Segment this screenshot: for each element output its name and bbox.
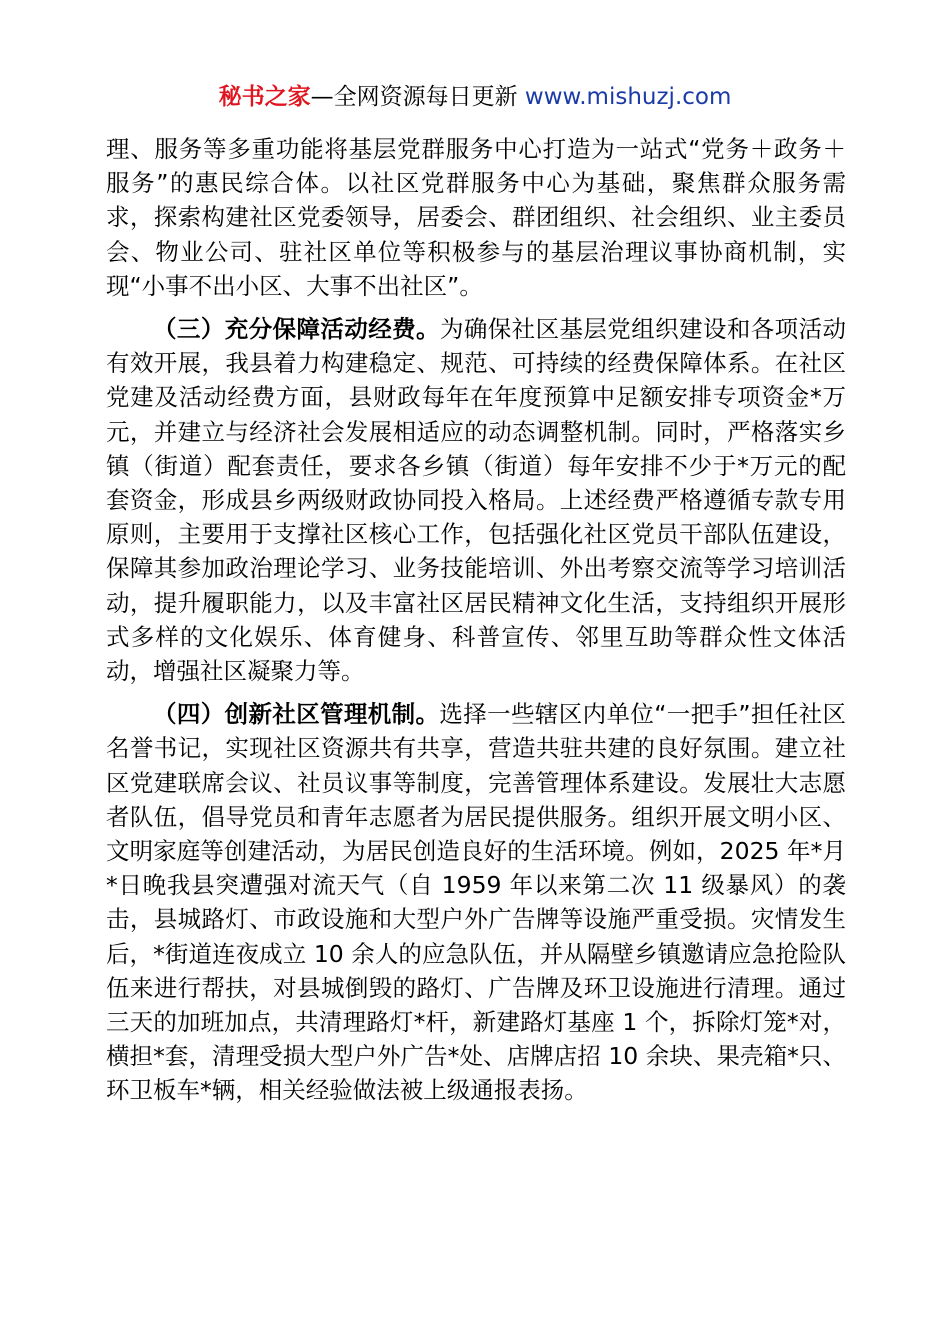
section-heading: （四）创新社区管理机制。 — [153, 700, 440, 729]
section-heading: （三）充分保障活动经费。 — [153, 315, 440, 344]
document-body — [106, 132, 846, 1108]
paragraph-section-3 — [106, 312, 846, 688]
site-tagline: —全网资源每日更新 — [310, 84, 525, 110]
paragraph-section-4 — [106, 697, 846, 1107]
page-header — [0, 82, 950, 112]
paragraph-text: 选择一些辖区内单位“一把手”担任社区名誉书记，实现社区资源共有共享，营造共驻共建的良好氛围。建立社区党建联席会议、社员议事等制度，完善管理体系建设。发展壮大志愿者队伍，倡导党员和青年志愿者为居民提供服务。组织开展文明小区、文明家庭等创建活动，为居民创造良好的生活环境。例如，2025 年*月*日晚我县突遭强对流天气（自 1959 年以来第二次 11 级暴风）的袭击，县城路灯、市政设施和大型户外广告牌等设施严重受损。灾情发生后，*街道连夜成立 10 余人的应急队伍，并从隔壁乡镇邀请应急抢险队伍来进行帮扶，对县城倒毁的路灯、广告牌及环卫设施进行清理。通过三天的加班加点，共清理路灯*杆，新建路灯基座 1 个，拆除灯笼*对，横担*套，清理受损大型户外广告*处、店牌店招 10 余块、果壳箱*只、环卫板车*辆，相关经验做法被上级通报表扬。 — [106, 700, 846, 1105]
site-brand: 秘书之家 — [218, 84, 311, 110]
paragraph-text: 理、服务等多重功能将基层党群服务中心打造为一站式“党务＋政务＋服务”的惠民综合体。以社区党群服务中心为基础，聚焦群众服务需求，探索构建社区党委领导，居委会、群团组织、社会组织、业主委员会、物业公司、驻社区单位等积极参与的基层治理议事协商机制，实现“小事不出小区、大事不出社区”。 — [106, 135, 846, 300]
site-url-link[interactable]: www.mishuzj.com — [524, 84, 732, 110]
paragraph-text: 为确保社区基层党组织建设和各项活动有效开展，我县着力构建稳定、规范、可持续的经费保障体系。在社区党建及活动经费方面，县财政每年在年度预算中足额安排专项资金*万元，并建立与经济社会发展相适应的动态调整机制。同时，严格落实乡镇（街道）配套责任，要求各乡镇（街道）每年安排不少于*万元的配套资金，形成县乡两级财政协同投入格局。上述经费严格遵循专款专用原则，主要用于支撑社区核心工作，包括强化社区党员干部队伍建设，保障其参加政治理论学习、业务技能培训、外出考察交流等学习培训活动，提升履职能力，以及丰富社区居民精神文化生活，支持组织开展形式多样的文化娱乐、体育健身、科普宣传、邻里互助等群众性文体活动，增强社区凝聚力等。 — [106, 315, 847, 686]
paragraph-continued — [106, 132, 846, 303]
